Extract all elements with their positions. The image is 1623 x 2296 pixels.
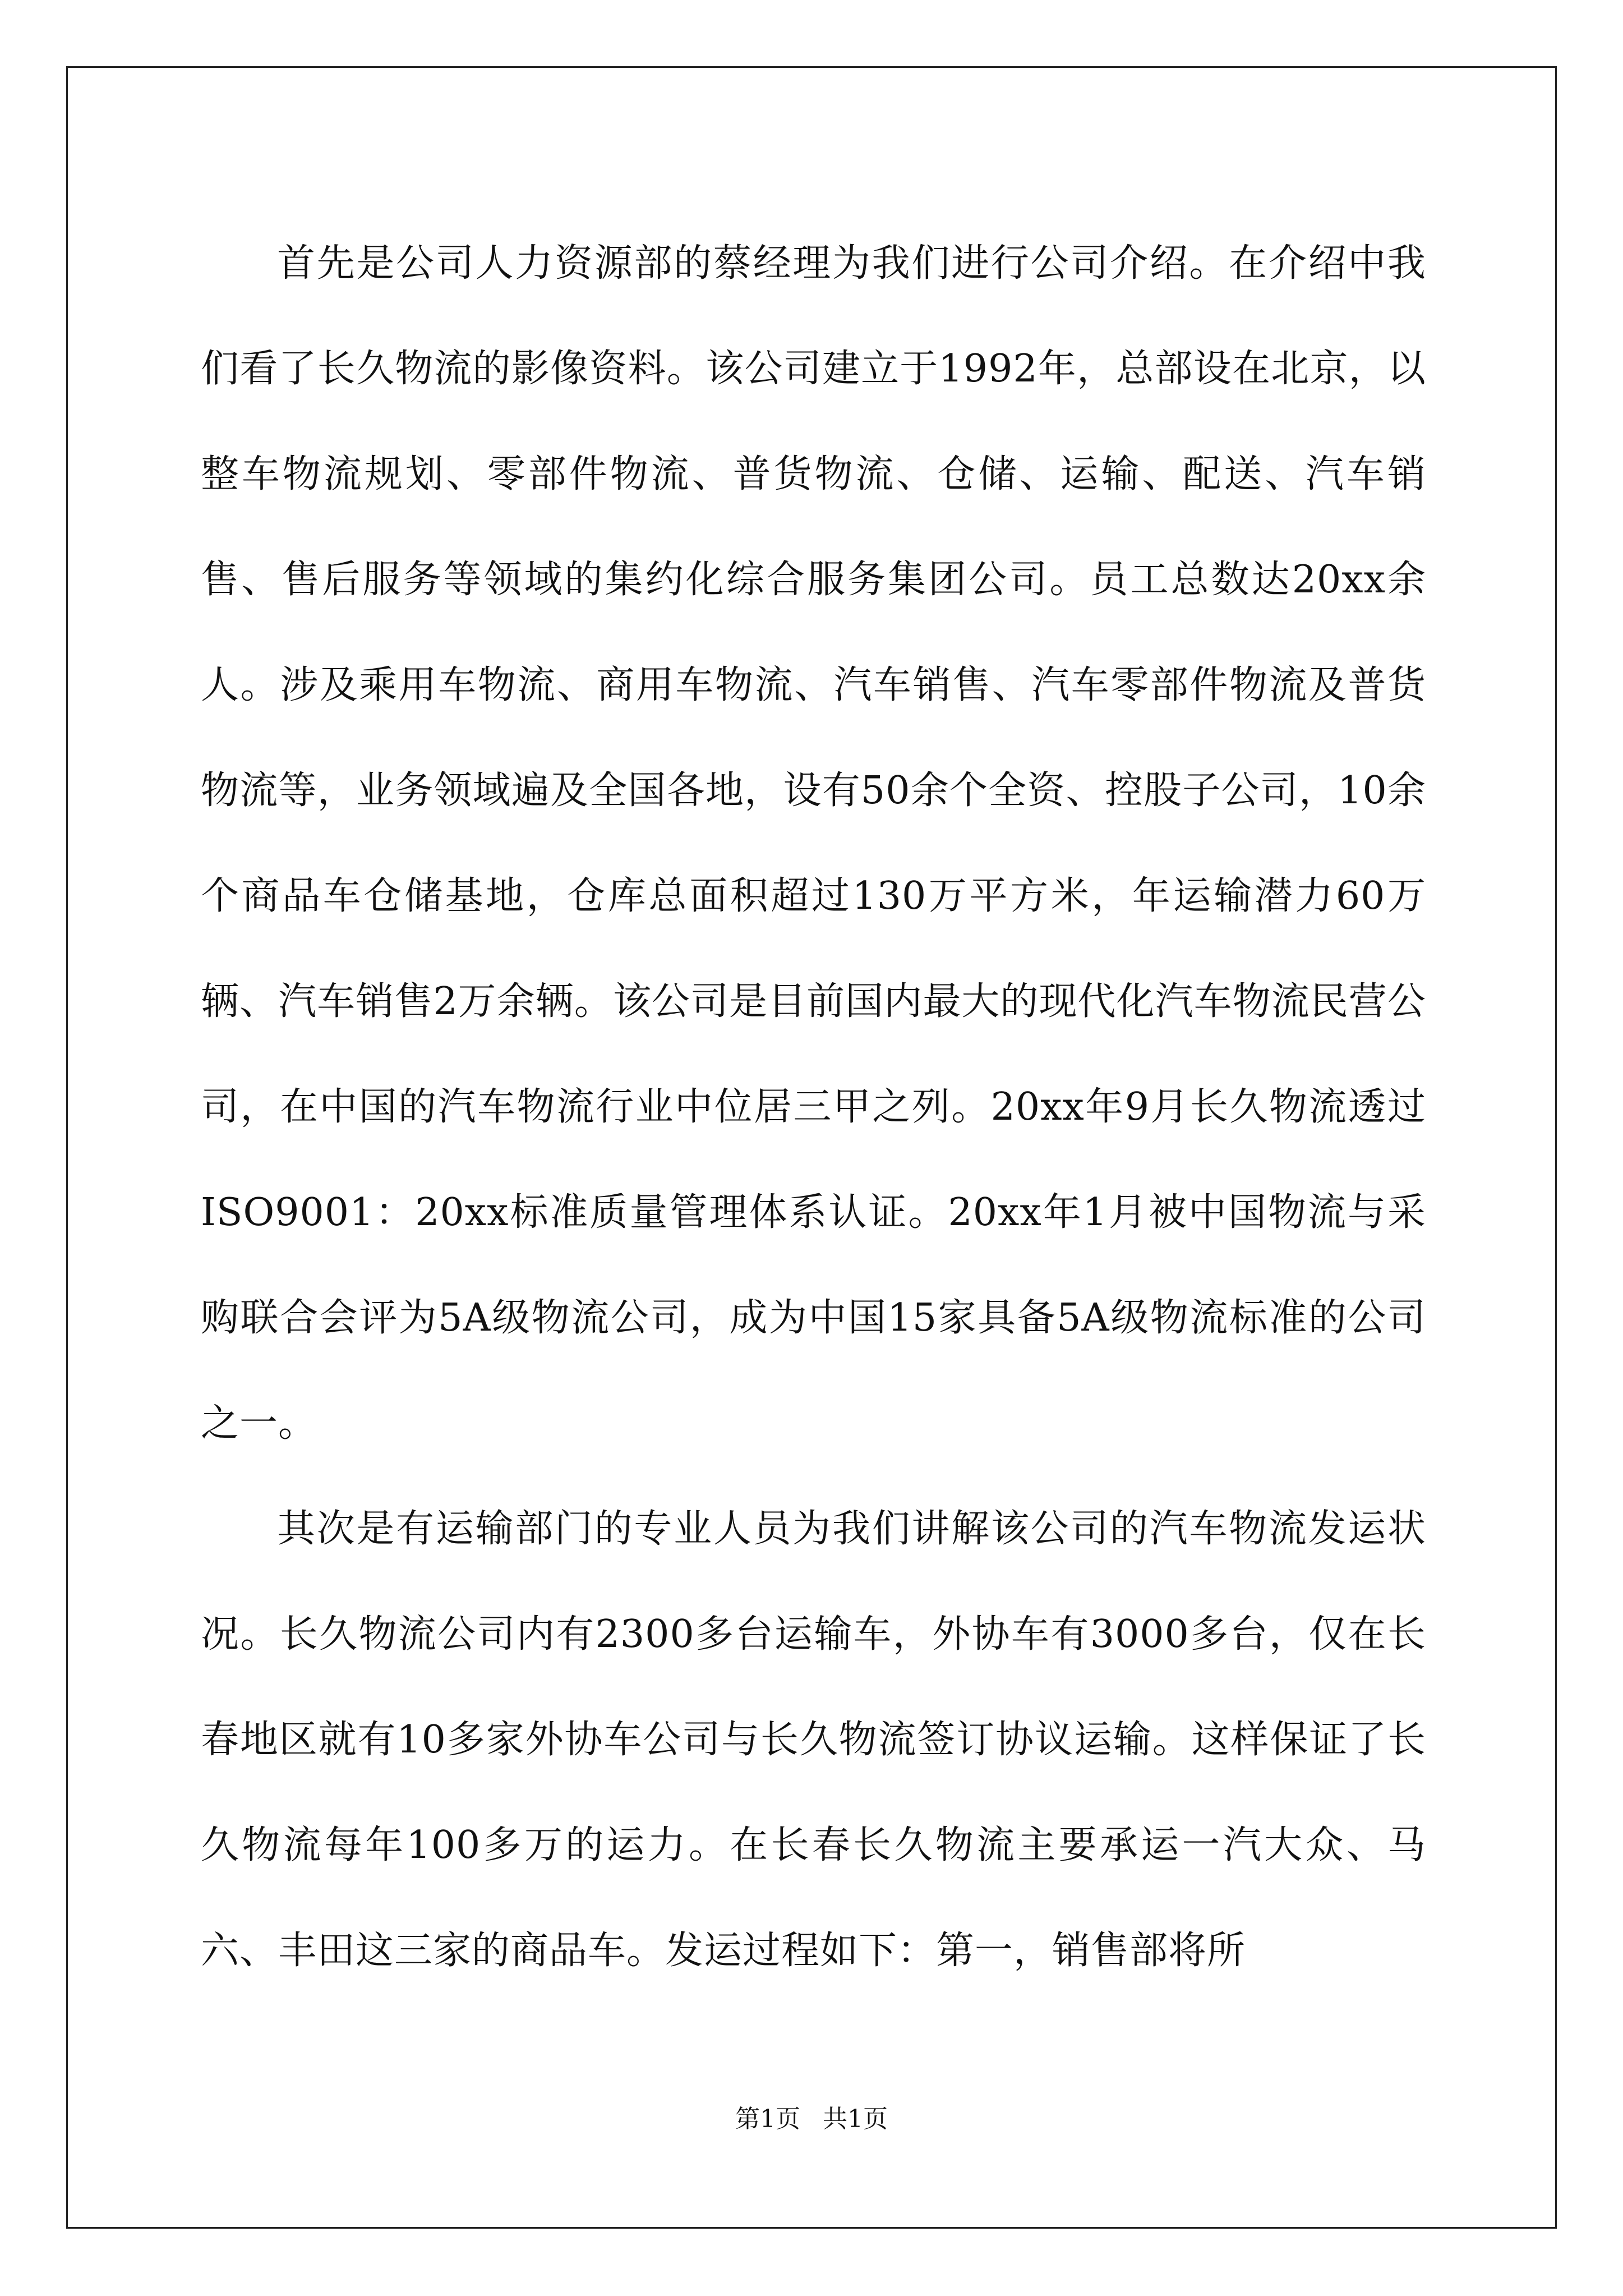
page-total: 共1页	[823, 2105, 888, 2133]
paragraph-transport-status: 其次是有运输部门的专业人员为我们讲解该公司的汽车物流发运状况。长久物流公司内有2300多台运输车，外协车有3000多台，仅在长春地区就有10多家外协车公司与长久物流签订协议运输。这样保证了长久物流每年100多万的运力。在长春长久物流主要承运一汽大众、马六、丰田这三家的商品车。发运过程如下：第一，销售部将所	[201, 1507, 1426, 1973]
document-body	[201, 211, 1426, 2004]
paragraph-company-intro: 首先是公司人力资源部的蔡经理为我们进行公司介绍。在介绍中我们看了长久物流的影像资料。该公司建立于1992年，总部设在北京，以整车物流规划、零部件物流、普货物流、仓储、运输、配送、汽车销售、售后服务等领域的集约化综合服务集团公司。员工总数达20xx余人。涉及乘用车物流、商用车物流、汽车销售、汽车零部件物流及普货物流等，业务领域遍及全国各地，设有50余个全资、控股子公司，10余个商品车仓储基地，仓库总面积超过130万平方米，年运输潜力60万辆、汽车销售2万余辆。该公司是目前国内最大的现代化汽车物流民营公司，在中国的汽车物流行业中位居三甲之列。20xx年9月长久物流透过ISO9001：20xx标准质量管理体系认证。20xx年1月被中国物流与采购联合会评为5A级物流公司，成为中国15家具备5A级物流标准的公司之一。	[201, 241, 1426, 1446]
page-footer	[0, 2102, 1623, 2136]
page-number: 第1页	[735, 2105, 800, 2133]
